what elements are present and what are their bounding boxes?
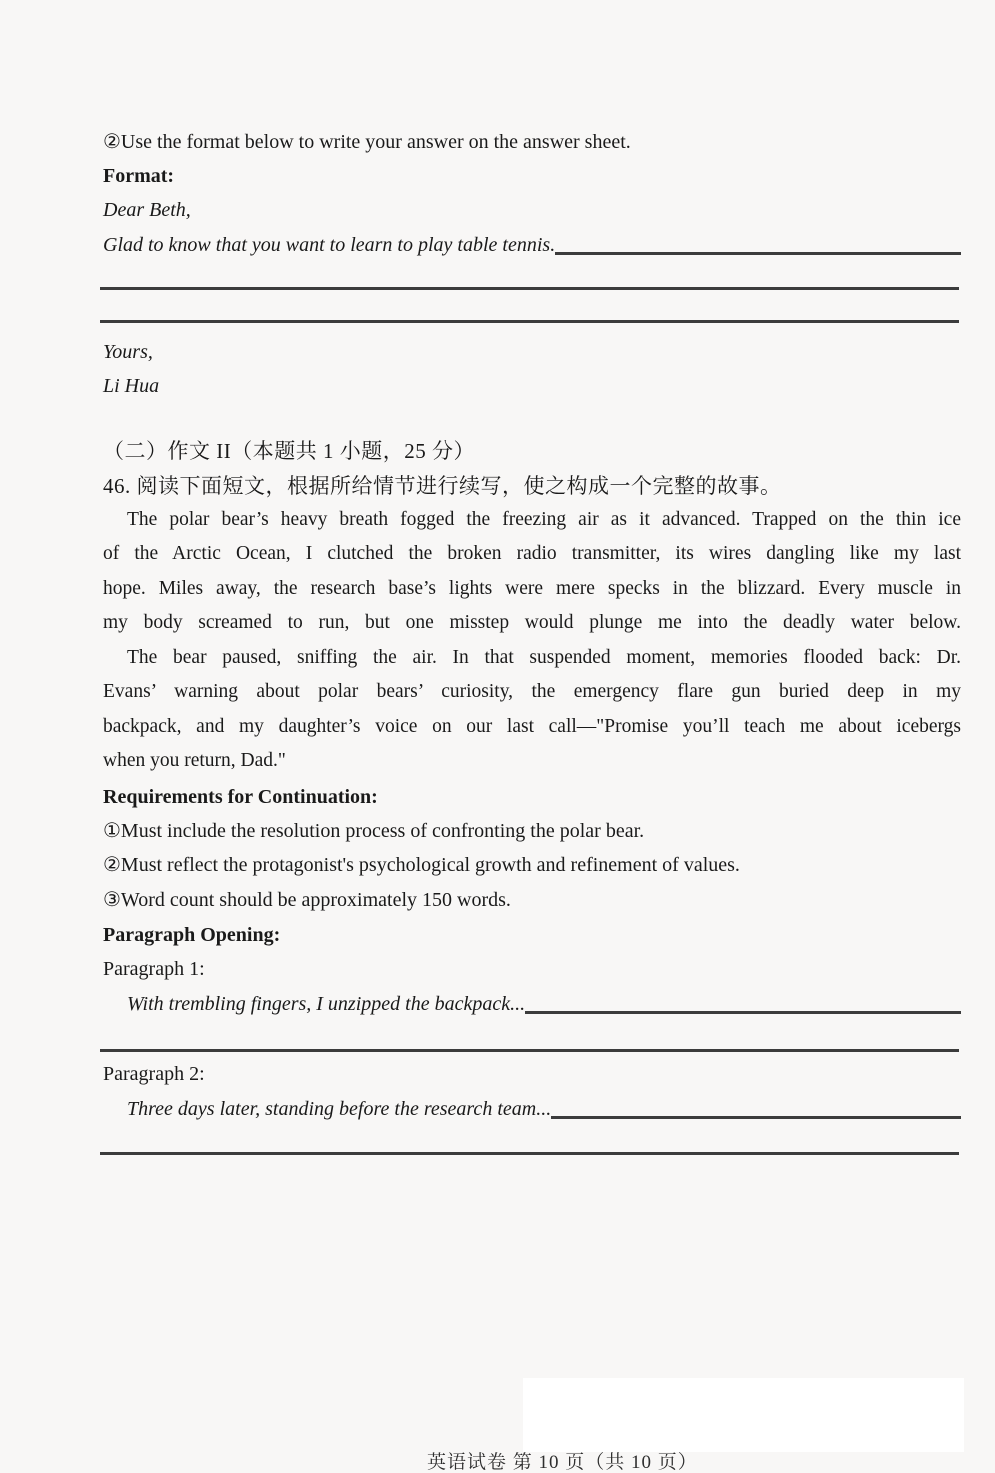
page-footer: 英语试卷 第 10 页（共 10 页） [427, 1452, 698, 1473]
passage-para1-line: hope. Miles away, the research base’s lights were mere specks in the blizzard. Every muscle in [103, 578, 961, 599]
closing-line: Yours, [103, 341, 153, 363]
paragraph1-label: Paragraph 1: [103, 958, 205, 980]
format-label: Format: [103, 165, 175, 187]
requirement-item: ②Must reflect the protagonist's psychological growth and refinement of values. [103, 854, 740, 876]
requirements-heading: Requirements for Continuation: [103, 786, 378, 808]
passage-para1-line: my body screamed to run, but one misstep would plunge me into the deadly water below. [103, 612, 961, 633]
salutation-line: Dear Beth, [103, 199, 191, 221]
requirement-item: ①Must include the resolution process of confronting the polar bear. [103, 820, 645, 842]
question-intro: 46. 阅读下面短文，根据所给情节进行续写，使之构成一个完整的故事。 [103, 474, 782, 498]
requirement-item: ③Word count should be approximately 150 words. [103, 889, 511, 911]
answer-line [100, 1049, 959, 1052]
paragraph2-opening-text: Three days later, standing before the research team... [127, 1098, 552, 1120]
passage-para1-line: of the Arctic Ocean, I clutched the broken radio transmitter, its wires dangling like my last [103, 543, 961, 564]
letter-opening-row [103, 231, 961, 259]
answer-line [100, 287, 959, 290]
instruction-line: ②Use the format below to write your answer on the answer sheet. [103, 131, 631, 153]
answer-blank-line [551, 1116, 961, 1119]
section-heading: （二）作文 II（本题共 1 小题，25 分） [103, 439, 475, 463]
letter-opening-text: Glad to know that you want to learn to play table tennis. [103, 234, 556, 256]
passage-para2-line: Evans’ warning about polar bears’ curiosity, the emergency flare gun buried deep in my [103, 681, 961, 702]
answer-blank-line [555, 252, 961, 255]
paragraph2-opening-row [103, 1095, 961, 1123]
paragraph1-opening-row [103, 990, 961, 1018]
whiteout-patch [523, 1378, 964, 1452]
passage-para2-line: The bear paused, sniffing the air. In that suspended moment, memories flooded back: Dr. [127, 647, 961, 668]
paragraph1-opening-text: With trembling fingers, I unzipped the backpack... [127, 993, 526, 1015]
passage-para2-line: backpack, and my daughter’s voice on our last call—"Promise you’ll teach me about icebergs [103, 716, 961, 737]
answer-blank-line [525, 1011, 961, 1014]
answer-line [100, 1152, 959, 1155]
paragraph2-label: Paragraph 2: [103, 1063, 205, 1085]
signature-line: Li Hua [103, 375, 160, 397]
passage-para1-line: The polar bear’s heavy breath fogged the freezing air as it advanced. Trapped on the thin ice [127, 509, 961, 530]
paragraph-opening-heading: Paragraph Opening: [103, 924, 281, 946]
answer-line [100, 320, 959, 323]
passage-para2-line: when you return, Dad." [103, 750, 286, 771]
